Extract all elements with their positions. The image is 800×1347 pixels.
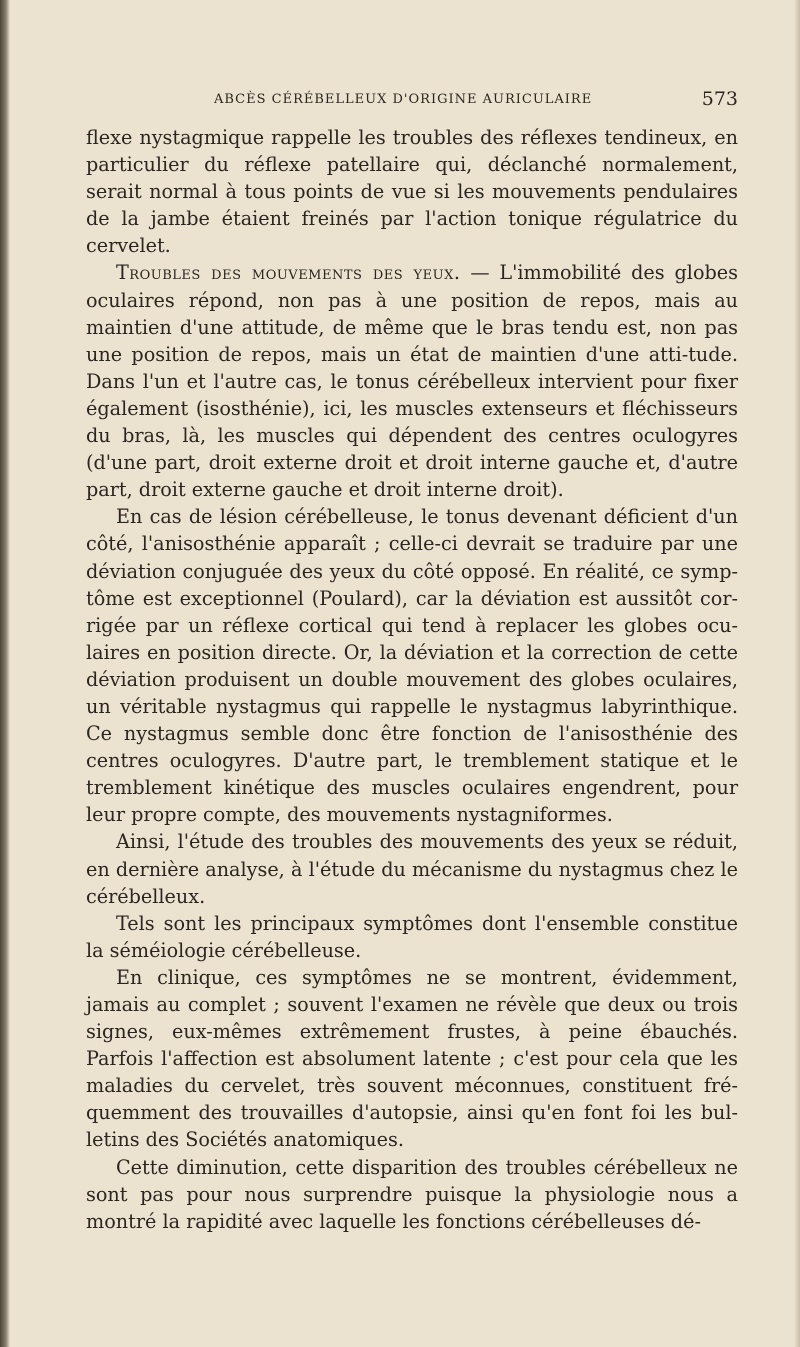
body-text — [86, 124, 738, 1235]
paragraph-symptoms: Tels sont les principaux symptômes dont l'ensemble constitue la séméiologie cérébelleuse. — [86, 911, 738, 962]
page-edge — [794, 0, 800, 1347]
paragraph-eye-movements — [86, 259, 738, 503]
page-number: 573 — [701, 88, 738, 110]
paragraph-summary: Ainsi, l'étude des troubles des mouvements des yeux se réduit, en dernière analyse, à l'étude du mécanisme du nystagmus chez le cérébelleux. — [86, 830, 738, 908]
paragraph-diminution: Cette diminution, cette disparition des troubles cérébelleux ne sont pas pour nous surprendre puisque la physiologie nous a montré la rapidité avec laquelle les fonctions cérébelleuses dé- — [86, 1155, 738, 1233]
paragraph-text: — L'immobilité des globes oculaires répond, non pas à une position de repos, mais au maintien d'une attitude, de même que le bras tendu est, non pas une position de repos, mais un état de maintien d'une atti-tude. Dans l'un et l'autre cas, le tonus cérébelleux intervient pour fixer également (isosthénie), ici, les muscles extenseurs et fléchisseurs du bras, là, les muscles qui dépendent des centres oculogyres (d'une part, droit externe droit et droit interne gauche et, d'autre part, droit externe gauche et droit interne droit). — [86, 261, 738, 502]
running-header — [82, 88, 738, 112]
paragraph-clinic: En clinique, ces symptômes ne se montrent, évidemment, jamais au complet ; souvent l'examen ne révèle que deux ou trois signes, eux-mêmes extrêmement frustes, à peine ébauchés. Parfois l'affection est absolument latente ; c'est pour cela que les maladies du cervelet, très souvent méconnues, constituent fré-quemment des trouvailles d'autopsie, ainsi qu'en font foi les bul-letins des Sociétés anatomiques. — [86, 965, 738, 1152]
book-gutter-shadow — [0, 0, 10, 1347]
paragraph-continuation: flexe nystagmique rappelle les troubles des réflexes tendineux, en particulier du réflexe patellaire qui, déclanché normalement, serait normal à tous points de vue si les mouvements pendulaires de la jambe étaient freinés par l'action tonique régulatrice du cervelet. — [86, 126, 738, 258]
running-title: ABCÈS CÉRÉBELLEUX D'ORIGINE AURICULAIRE — [214, 92, 593, 107]
paragraph-lesion: En cas de lésion cérébelleuse, le tonus devenant déficient d'un côté, l'anisosthénie apparaît ; celle-ci devrait se traduire par une déviation conjuguée des yeux du côté opposé. En réalité, ce symp-tôme est exceptionnel (Poulard), car la déviation est aussitôt cor-rigée par un réflexe cortical qui tend à replacer les globes ocu-laires en position directe. Or, la déviation et la correction de cette déviation produisent un double mouvement des globes oculaires, un véritable nystagmus qui rappelle le nystagmus labyrinthique. Ce nystagmus semble donc être fonction de l'anisosthénie des centres oculogyres. D'autre part, le tremblement statique et le tremblement kinétique des muscles oculaires engendrent, pour leur propre compte, des mouvements nystagniformes. — [86, 505, 738, 827]
section-heading: Troubles des mouvements des yeux. — [116, 261, 461, 285]
